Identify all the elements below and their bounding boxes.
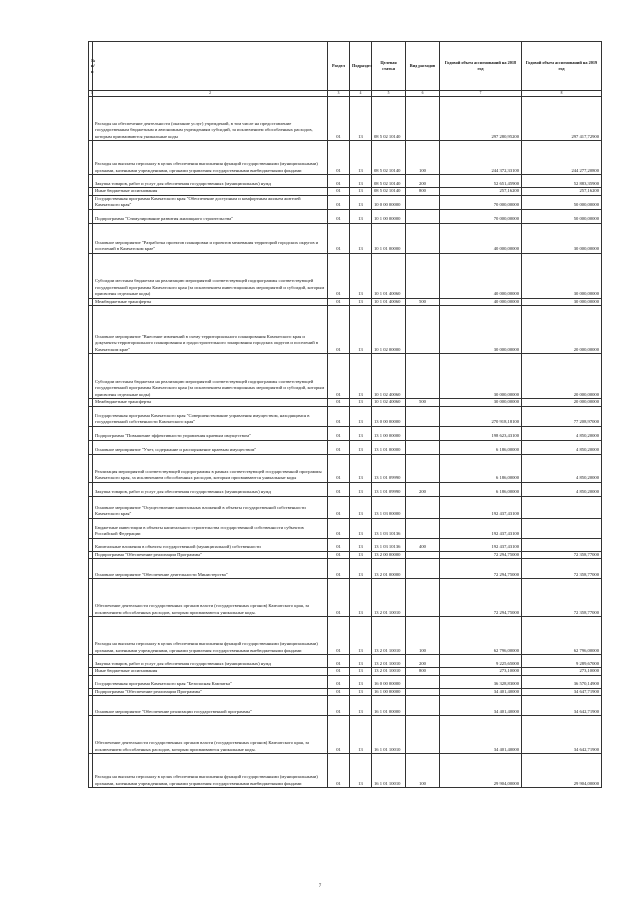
row-target-article: 13 2 01 10010 [372, 655, 406, 668]
row-target-article: 10 1 00 00000 [372, 209, 406, 223]
row-target-article: 16 1 01 00000 [372, 696, 406, 716]
row-expense-type [406, 195, 440, 209]
row-amount-2019: 77 208,97000 [522, 406, 602, 426]
row-expense-type: 200 [406, 655, 440, 668]
row-razdel: 01 [328, 175, 350, 188]
row-target-article: 16 0 00 00000 [372, 675, 406, 688]
table-row [89, 696, 602, 716]
row-podrazdel: 13 [350, 551, 372, 559]
row-podrazdel: 13 [350, 399, 372, 407]
row-amount-2019: 34 642,71900 [522, 696, 602, 716]
header-name [93, 42, 328, 91]
row-name: Обеспечение деятельности государственных органов власти (государственных органов) Камчатского края, за исключением обособленных расходов, которым присваиваются уникальные коды. [93, 579, 328, 617]
row-target-article: 13 2 01 10010 [372, 579, 406, 617]
row-razdel: 01 [328, 141, 350, 175]
row-amount-2019: 4 850,20000 [522, 482, 602, 496]
row-razdel: 01 [328, 518, 350, 538]
row-target-article: 10 1 02 00000 [372, 306, 406, 354]
row-razdel: 01 [328, 426, 350, 440]
row-amount-2019: 52 883,35900 [522, 175, 602, 188]
row-name: Иные бюджетные ассигнования [93, 668, 328, 676]
row-amount-2018: 198 623,43100 [440, 426, 522, 440]
row-amount-2018: 297 280,95200 [440, 97, 522, 141]
row-razdel: 01 [328, 496, 350, 518]
row-expense-type [406, 454, 440, 482]
row-amount-2019: 72 358,77000 [522, 551, 602, 559]
row-expense-type: 800 [406, 188, 440, 196]
row-expense-type: 500 [406, 298, 440, 306]
row-target-article: 13 1 01 09990 [372, 454, 406, 482]
row-razdel: 01 [328, 195, 350, 209]
row-expense-type [406, 579, 440, 617]
row-amount-2018: 273,10000 [440, 668, 522, 676]
table-row [89, 175, 602, 188]
row-razdel: 01 [328, 675, 350, 688]
row-target-article: 16 1 01 10010 [372, 754, 406, 788]
row-podrazdel: 13 [350, 454, 372, 482]
row-expense-type [406, 716, 440, 754]
row-amount-2018: 192 437,43100 [440, 496, 522, 518]
row-podrazdel: 13 [350, 579, 372, 617]
row-amount-2018: 40 000,00000 [440, 298, 522, 306]
row-razdel: 01 [328, 579, 350, 617]
table-row [89, 716, 602, 754]
table-row [89, 440, 602, 454]
row-amount-2018: 36 328,83000 [440, 675, 522, 688]
row-target-article: 08 5 02 10140 [372, 141, 406, 175]
budget-table [88, 41, 602, 788]
row-target-article: 13 1 01 09990 [372, 482, 406, 496]
table-row [89, 688, 602, 696]
row-name: Основное мероприятие "Внесение изменений в схему территориального планирования Камчатского края и документы территориального планирования и градостроительного зонирования городских округов и поселений в Камчатском крае" [93, 306, 328, 354]
row-target-article: 13 1 03 10136 [372, 518, 406, 538]
row-amount-2019: 29 904,00000 [522, 754, 602, 788]
table-row [89, 141, 602, 175]
colnum: 8 [522, 91, 602, 97]
table-row [89, 551, 602, 559]
row-target-article: 13 1 03 10136 [372, 538, 406, 551]
row-amount-2018: 244 372,33100 [440, 141, 522, 175]
row-razdel: 01 [328, 559, 350, 579]
colnum: 5 [372, 91, 406, 97]
row-amount-2019: 273,10000 [522, 668, 602, 676]
row-amount-2018: 62 796,00000 [440, 617, 522, 655]
row-expense-type [406, 551, 440, 559]
row-amount-2018: 257,16200 [440, 188, 522, 196]
row-name: Основное мероприятие "Обеспечение деятельности Министерства" [93, 559, 328, 579]
row-podrazdel: 13 [350, 195, 372, 209]
table-row [89, 399, 602, 407]
row-amount-2019 [522, 518, 602, 538]
row-name: Государственная программа Камчатского края "Обеспечение доступным и комфортным жильем жителей Камчатского края" [93, 195, 328, 209]
row-expense-type: 100 [406, 617, 440, 655]
row-target-article: 16 1 00 00000 [372, 688, 406, 696]
row-razdel: 01 [328, 668, 350, 676]
row-podrazdel: 13 [350, 675, 372, 688]
row-target-article: 16 1 01 10010 [372, 716, 406, 754]
row-expense-type [406, 440, 440, 454]
header-number: № п/п [89, 42, 93, 91]
table-row [89, 655, 602, 668]
row-razdel: 01 [328, 754, 350, 788]
row-amount-2019: 20 000,00000 [522, 354, 602, 399]
row-expense-type: 800 [406, 668, 440, 676]
row-amount-2019: 30 000,00000 [522, 253, 602, 298]
row-expense-type [406, 253, 440, 298]
row-podrazdel: 13 [350, 518, 372, 538]
row-razdel: 01 [328, 298, 350, 306]
row-name: Подпрограмма "Обеспечение реализации Программы" [93, 688, 328, 696]
row-target-article: 13 1 03 00000 [372, 496, 406, 518]
row-name: Основное мероприятие "Разработка проектов планировки и проектов межевания территорий городских округов и поселений в Камчатском крае" [93, 223, 328, 253]
row-amount-2019: 72 358,77000 [522, 579, 602, 617]
row-amount-2018: 192 437,43100 [440, 518, 522, 538]
row-expense-type: 100 [406, 141, 440, 175]
row-podrazdel: 13 [350, 538, 372, 551]
row-razdel: 01 [328, 454, 350, 482]
table-row [89, 579, 602, 617]
row-amount-2018: 72 294,75000 [440, 551, 522, 559]
row-amount-2019 [522, 538, 602, 551]
row-amount-2018: 70 000,00000 [440, 209, 522, 223]
row-expense-type [406, 306, 440, 354]
row-razdel: 01 [328, 482, 350, 496]
row-expense-type: 200 [406, 175, 440, 188]
row-amount-2019: 50 000,00000 [522, 209, 602, 223]
row-expense-type [406, 223, 440, 253]
table-row [89, 306, 602, 354]
row-expense-type [406, 426, 440, 440]
table-row [89, 223, 602, 253]
row-amount-2018: 72 294,75000 [440, 559, 522, 579]
row-amount-2019: 36 570,14900 [522, 675, 602, 688]
row-amount-2018: 30 000,00000 [440, 399, 522, 407]
row-expense-type [406, 696, 440, 716]
row-amount-2019: 30 000,00000 [522, 223, 602, 253]
row-expense-type: 200 [406, 482, 440, 496]
row-amount-2019: 4 850,20000 [522, 440, 602, 454]
budget-table-body [89, 97, 602, 788]
row-name: Бюджетные инвестиции в объекты капитального строительства государственной собственности субъектов Российской Федерации [93, 518, 328, 538]
row-target-article: 13 1 00 00000 [372, 426, 406, 440]
row-name: Расходы на выплаты персоналу в целях обеспечения выполнения функций государственными (муниципальными) органами, казенными учреждениями, органами управления государственными внебюджетными фондами [93, 141, 328, 175]
row-expense-type: 500 [406, 399, 440, 407]
row-amount-2019: 34 642,71900 [522, 716, 602, 754]
row-razdel: 01 [328, 253, 350, 298]
row-expense-type: 400 [406, 538, 440, 551]
row-podrazdel: 13 [350, 688, 372, 696]
row-name: Государственная программа Камчатского края "Безопасная Камчатка" [93, 675, 328, 688]
row-name: Основное мероприятие "Осуществление капитальных вложений в объекты государственной собственности Камчатского края" [93, 496, 328, 518]
row-amount-2019: 34 647,71900 [522, 688, 602, 696]
row-target-article: 10 0 00 00000 [372, 195, 406, 209]
row-name: Межбюджетные трансферты [93, 298, 328, 306]
row-name: Государственная программа Камчатского края "Совершенствование управления имуществом, находящимся в государственной собственности Камчатского края" [93, 406, 328, 426]
table-row [89, 668, 602, 676]
row-amount-2018: 34 401,40000 [440, 696, 522, 716]
row-podrazdel: 13 [350, 175, 372, 188]
row-amount-2019: 30 000,00000 [522, 298, 602, 306]
colnum: 3 [328, 91, 350, 97]
colnum: 6 [406, 91, 440, 97]
row-razdel: 01 [328, 716, 350, 754]
header-2019: Годовой объем ассигнований на 2019 год [522, 42, 602, 91]
row-podrazdel: 13 [350, 253, 372, 298]
row-target-article: 10 1 02 40060 [372, 354, 406, 399]
row-podrazdel: 13 [350, 482, 372, 496]
row-razdel: 01 [328, 354, 350, 399]
row-razdel: 01 [328, 440, 350, 454]
row-podrazdel: 13 [350, 188, 372, 196]
row-amount-2019 [522, 496, 602, 518]
table-row [89, 454, 602, 482]
row-podrazdel: 13 [350, 696, 372, 716]
row-name: Субсидии местным бюджетам на реализацию мероприятий соответствующей подпрограммы соответствующей государственной программы Камчатского края (за исключением инвестиционных мероприятий и субсидий, которым присвоены отдельные коды) [93, 354, 328, 399]
row-target-article: 13 2 01 00000 [372, 559, 406, 579]
row-amount-2018: 9 225,65000 [440, 655, 522, 668]
row-target-article: 10 1 01 40060 [372, 298, 406, 306]
row-razdel: 01 [328, 399, 350, 407]
row-amount-2018: 192 437,43100 [440, 538, 522, 551]
row-name: Расходы на выплаты персоналу в целях обеспечения выполнения функций государственными (муниципальными) органами, казенными учреждениями, органами управления государственными внебюджетными фондами [93, 754, 328, 788]
row-amount-2018: 6 186,00000 [440, 440, 522, 454]
header-podrazdel: Подраздел [350, 42, 372, 91]
row-podrazdel: 13 [350, 298, 372, 306]
row-target-article: 08 5 02 10140 [372, 175, 406, 188]
row-podrazdel: 13 [350, 754, 372, 788]
table-row [89, 754, 602, 788]
colnum: 2 [93, 91, 328, 97]
table-row [89, 195, 602, 209]
row-name: Подпрограмма "Повышение эффективности управления краевым имуществом" [93, 426, 328, 440]
table-row [89, 482, 602, 496]
row-razdel: 01 [328, 696, 350, 716]
row-target-article: 10 1 01 40060 [372, 253, 406, 298]
row-podrazdel: 13 [350, 306, 372, 354]
row-target-article: 13 2 00 00000 [372, 551, 406, 559]
table-row [89, 496, 602, 518]
row-amount-2018: 6 186,00000 [440, 454, 522, 482]
row-amount-2019: 4 850,20000 [522, 454, 602, 482]
row-razdel: 01 [328, 97, 350, 141]
row-name: Закупка товаров, работ и услуг для обеспечения государственных (муниципальных) нужд [93, 175, 328, 188]
row-amount-2019: 20 000,00000 [522, 306, 602, 354]
page-number: 7 [318, 884, 322, 889]
row-podrazdel: 13 [350, 209, 372, 223]
table-row [89, 406, 602, 426]
table-row [89, 538, 602, 551]
table-row [89, 617, 602, 655]
row-amount-2019: 62 796,00000 [522, 617, 602, 655]
row-amount-2019: 4 850,20000 [522, 426, 602, 440]
table-row [89, 209, 602, 223]
row-name: Основное мероприятие "Обеспечение реализации государственной программы" [93, 696, 328, 716]
row-razdel: 01 [328, 306, 350, 354]
row-target-article: 13 2 01 10010 [372, 668, 406, 676]
row-amount-2018: 29 904,00000 [440, 754, 522, 788]
row-amount-2018: 70 000,00000 [440, 195, 522, 209]
header-2018: Годовой объем ассигнований на 2018 год [440, 42, 522, 91]
row-name: Иные бюджетные ассигнования [93, 188, 328, 196]
row-target-article: 13 1 01 00000 [372, 440, 406, 454]
row-name: Закупка товаров, работ и услуг для обеспечения государственных (муниципальных) нужд [93, 482, 328, 496]
row-target-article: 10 1 02 40060 [372, 399, 406, 407]
row-amount-2018: 30 000,00000 [440, 306, 522, 354]
row-podrazdel: 13 [350, 496, 372, 518]
table-row [89, 559, 602, 579]
row-amount-2019: 72 358,77000 [522, 559, 602, 579]
row-amount-2019: 50 000,00000 [522, 195, 602, 209]
table-row [89, 518, 602, 538]
row-expense-type: 100 [406, 754, 440, 788]
row-amount-2018: 6 186,00000 [440, 482, 522, 496]
row-expense-type [406, 209, 440, 223]
table-row [89, 253, 602, 298]
row-expense-type [406, 406, 440, 426]
row-podrazdel: 13 [350, 97, 372, 141]
colnum: 7 [440, 91, 522, 97]
table-row [89, 354, 602, 399]
row-podrazdel: 13 [350, 559, 372, 579]
colnum: 1 [89, 91, 93, 97]
row-name: Капитальные вложения в объекты государственной (муниципальной) собственности [93, 538, 328, 551]
row-amount-2019: 244 277,20800 [522, 141, 602, 175]
row-amount-2018: 34 401,40000 [440, 688, 522, 696]
header-row [89, 42, 602, 91]
row-amount-2019: 9 289,67000 [522, 655, 602, 668]
header-expense-type: Вид расходов [406, 42, 440, 91]
row-amount-2018: 34 401,40000 [440, 716, 522, 754]
row-name: Реализация мероприятий соответствующей подпрограммы в рамках соответствующей государственной программы Камчатского края, за исключением обособленных расходов, которым присваиваются уникальные коды [93, 454, 328, 482]
row-amount-2018: 52 651,45900 [440, 175, 522, 188]
row-expense-type [406, 688, 440, 696]
row-expense-type [406, 559, 440, 579]
row-amount-2018: 72 294,75000 [440, 579, 522, 617]
table-row [89, 188, 602, 196]
row-amount-2018: 30 000,00000 [440, 354, 522, 399]
row-podrazdel: 13 [350, 716, 372, 754]
row-razdel: 01 [328, 188, 350, 196]
header-target-article: Целевая статья [372, 42, 406, 91]
row-name: Основное мероприятие "Учет, содержание и распоряжение краевым имуществом" [93, 440, 328, 454]
row-razdel: 01 [328, 538, 350, 551]
row-podrazdel: 13 [350, 141, 372, 175]
row-podrazdel: 13 [350, 617, 372, 655]
row-target-article: 08 5 02 10140 [372, 97, 406, 141]
row-podrazdel: 13 [350, 426, 372, 440]
row-expense-type [406, 518, 440, 538]
row-name: Межбюджетные трансферты [93, 399, 328, 407]
row-expense-type [406, 496, 440, 518]
row-expense-type [406, 675, 440, 688]
row-target-article: 10 1 01 00000 [372, 223, 406, 253]
row-amount-2019: 257,16200 [522, 188, 602, 196]
header-razdel: Раздел [328, 42, 350, 91]
row-razdel: 01 [328, 223, 350, 253]
row-expense-type [406, 354, 440, 399]
table-row [89, 675, 602, 688]
row-podrazdel: 13 [350, 223, 372, 253]
row-razdel: 01 [328, 688, 350, 696]
table-row [89, 298, 602, 306]
row-razdel: 01 [328, 551, 350, 559]
table-row [89, 97, 602, 141]
row-podrazdel: 13 [350, 354, 372, 399]
row-name: Обеспечение деятельности государственных органов власти (государственных органов) Камчатского края, за исключением обособленных расходов, которым присваиваются уникальные коды. [93, 716, 328, 754]
row-amount-2018: 40 000,00000 [440, 223, 522, 253]
row-amount-2018: 270 918,18100 [440, 406, 522, 426]
row-target-article: 13 2 01 10010 [372, 617, 406, 655]
row-target-article: 13 0 00 00000 [372, 406, 406, 426]
row-razdel: 01 [328, 209, 350, 223]
row-target-article: 08 5 02 10140 [372, 188, 406, 196]
row-name: Субсидии местным бюджетам на реализацию мероприятий соответствующей подпрограммы соответствующей государственной программы Камчатского края (за исключением инвестиционных мероприятий и субсидий, которым присвоены отдельные коды) [93, 253, 328, 298]
row-podrazdel: 13 [350, 655, 372, 668]
row-amount-2019: 297 417,72900 [522, 97, 602, 141]
table-row [89, 426, 602, 440]
colnum: 4 [350, 91, 372, 97]
row-podrazdel: 13 [350, 440, 372, 454]
row-name: Расходы на обеспечение деятельности (оказание услуг) учреждений, в том числе на предоставление государственным бюджетным и автономным учреждениям субсидий, за исключением обособленных расходов, которым присваиваются уникальные коды [93, 97, 328, 141]
row-name: Подпрограмма "Обеспечение реализации Программы" [93, 551, 328, 559]
row-amount-2019: 20 000,00000 [522, 399, 602, 407]
row-razdel: 01 [328, 655, 350, 668]
row-amount-2018: 40 000,00000 [440, 253, 522, 298]
row-expense-type [406, 97, 440, 141]
row-podrazdel: 13 [350, 668, 372, 676]
row-podrazdel: 13 [350, 406, 372, 426]
row-razdel: 01 [328, 617, 350, 655]
row-name: Закупка товаров, работ и услуг для обеспечения государственных (муниципальных) нужд [93, 655, 328, 668]
row-name: Подпрограмма "Стимулирование развития жилищного строительства" [93, 209, 328, 223]
row-name: Расходы на выплаты персоналу в целях обеспечения выполнения функций государственными (муниципальными) органами, казенными учреждениями, органами управления государственными внебюджетными фондами [93, 617, 328, 655]
row-razdel: 01 [328, 406, 350, 426]
